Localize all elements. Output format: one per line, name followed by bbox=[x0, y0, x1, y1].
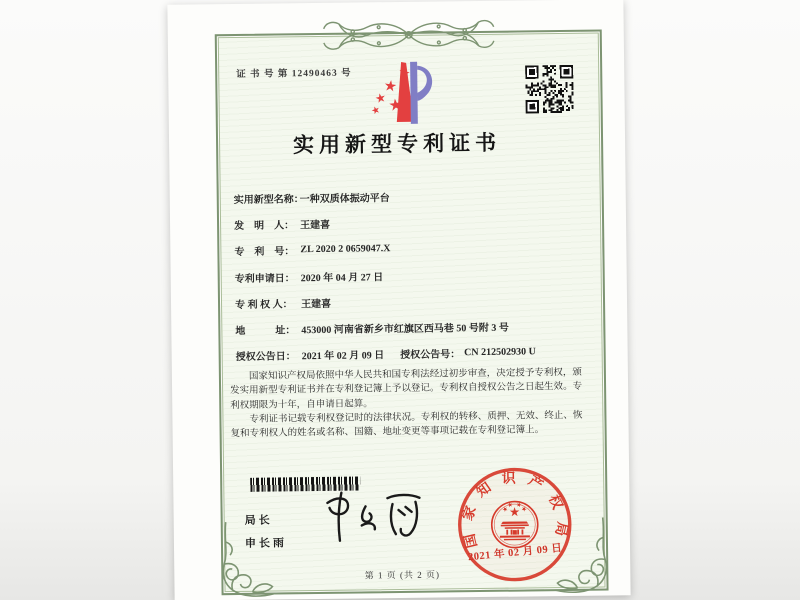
field-value: ZL 2020 2 0659047.X bbox=[300, 243, 391, 256]
field-label: 地 址： bbox=[235, 325, 296, 338]
signature bbox=[315, 490, 426, 547]
field-value: 一种双质体振动平台 bbox=[299, 192, 390, 205]
field-label: 发 明 人： bbox=[234, 220, 295, 232]
officer-title: 局长 bbox=[244, 514, 273, 527]
field-value: 2021 年 02 月 09 日 bbox=[301, 350, 385, 363]
legal-text bbox=[230, 366, 583, 442]
field-label: 专 利 权 人： bbox=[234, 299, 293, 311]
seal-date: 2021 年 02 月 09 日 bbox=[467, 542, 563, 564]
seal-agency-text: 国家知识产权局 bbox=[460, 471, 570, 550]
field-table bbox=[234, 181, 596, 369]
field-row bbox=[236, 338, 596, 369]
field-label: 专利申请日： bbox=[234, 272, 295, 285]
top-ornament-icon bbox=[308, 16, 508, 54]
qr-code bbox=[525, 65, 574, 114]
page-number: 第 1 页 (共 2 页) bbox=[364, 569, 441, 581]
field-value: 王建喜 bbox=[300, 219, 331, 232]
legal-paragraph: 国家知识产权局依照中华人民共和国专利法经过初步审查，决定授予专利权，颁发实用新型专利证书并在专利登记簿上予以登记。专利权自授权公告之日起生效。专利权期限为十年，自申请日起算。 bbox=[230, 367, 583, 411]
field-value: 王建喜 bbox=[300, 298, 332, 311]
certificate-number: 证 书 号 第 12490463 号 bbox=[236, 68, 352, 80]
field-label: 专 利 号： bbox=[234, 246, 295, 259]
legal-paragraph: 专利证书记载专利权登记时的法律状况。专利权的转移、质押、无效、终止、恢复和专利权人的姓名或名称、国籍、地址变更等事项记载在专利登记簿上。 bbox=[230, 410, 583, 440]
field-value: 2020 年 04 月 27 日 bbox=[300, 271, 384, 284]
field-value: 453000 河南省新乡市红旗区西马巷 50 号附 3 号 bbox=[301, 322, 509, 337]
field-label: 授权公告日： bbox=[235, 351, 296, 364]
barcode bbox=[250, 476, 360, 491]
field-value: CN 212502930 U bbox=[464, 346, 536, 359]
field-label: 实用新型名称： bbox=[233, 193, 304, 206]
officer-name: 申长雨 bbox=[244, 537, 288, 550]
certificate-page bbox=[167, 0, 630, 600]
officer-block bbox=[245, 509, 288, 556]
certificate-title: 实用新型专利证书 bbox=[292, 130, 502, 158]
cnipa-logo-icon bbox=[370, 58, 435, 137]
field-label: 授权公告号： bbox=[400, 349, 461, 362]
